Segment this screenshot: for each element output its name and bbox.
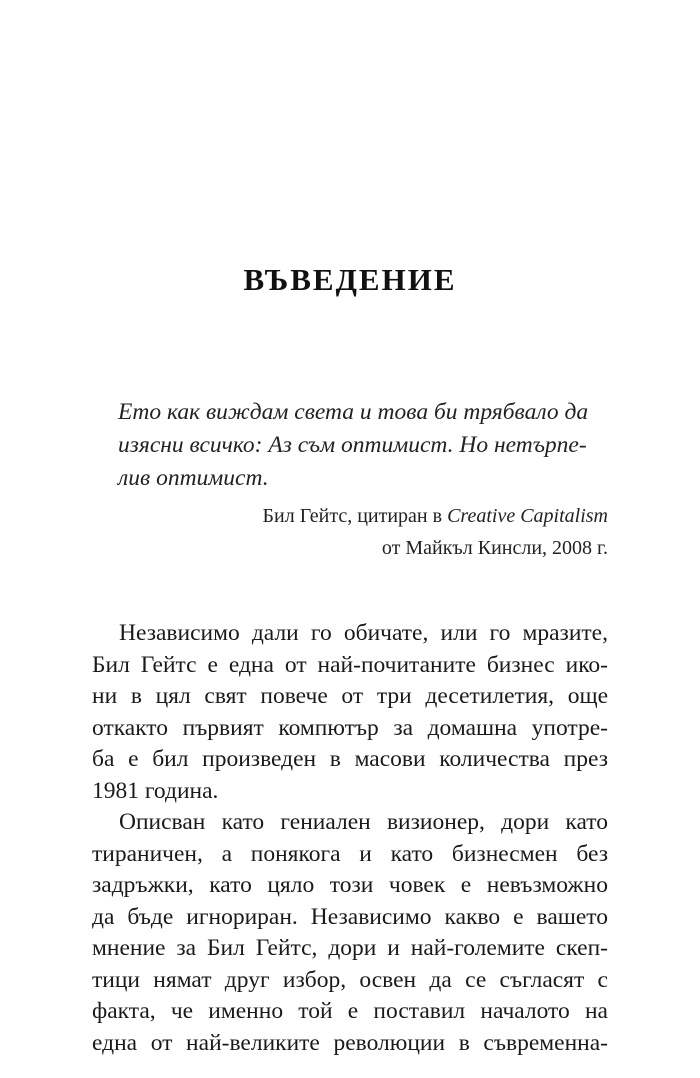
text-line: мнение за Бил Гейтс, дори и най-големите скеп- (92, 935, 608, 961)
chapter-title: ВЪВЕДЕНИЕ (243, 262, 457, 297)
text-line: ни в цял свят повече от три десетилетия, още (92, 683, 608, 709)
epigraph-attribution (263, 500, 608, 564)
text-line: Описван като гениален визионер, дори като (119, 809, 608, 835)
attribution-book-title: Creative Capitalism (447, 505, 608, 527)
text-line: да бъде игнориран. Независимо какво е вашето (92, 903, 608, 930)
text-line: тици нямат друг избор, освен да се съгласят с (92, 966, 608, 993)
epigraph-line: лив оптимист. (118, 465, 269, 491)
text-line: Бил Гейтс е една от най-почитаните бизнес ико- (92, 651, 608, 678)
paragraph-2 (92, 807, 608, 1059)
text-line: 1981 година. (92, 777, 219, 804)
text-line: задръжки, като цяло този човек е невъзможно (92, 872, 608, 898)
body-text (92, 618, 608, 1059)
text-line: тираничен, а понякога и като бизнесмен без (92, 840, 608, 867)
text-line: факта, че именно той е поставил началото на (92, 998, 608, 1024)
attribution-line-1 (263, 500, 608, 532)
text-line: една от най-великите революции в съвременна- (92, 1029, 608, 1056)
epigraph-line: изясни всичко: Аз съм оптимист. Но нетърпе- (118, 432, 587, 458)
attribution-line-2: от Майкъл Кинсли, 2008 г. (381, 537, 608, 559)
paragraph-1 (92, 618, 608, 807)
text-line: откакто първият компютър за домашна употре- (92, 714, 608, 741)
text-line: Независимо дали го обичате, или го мразите, (119, 620, 608, 646)
epigraph-line: Ето как виждам света и това би трябвало да (118, 399, 589, 425)
epigraph-quote (118, 396, 608, 495)
attribution-author: Бил Гейтс, цитиран в (262, 505, 448, 527)
text-line: ба е бил произведен в масови количества през (92, 746, 608, 772)
